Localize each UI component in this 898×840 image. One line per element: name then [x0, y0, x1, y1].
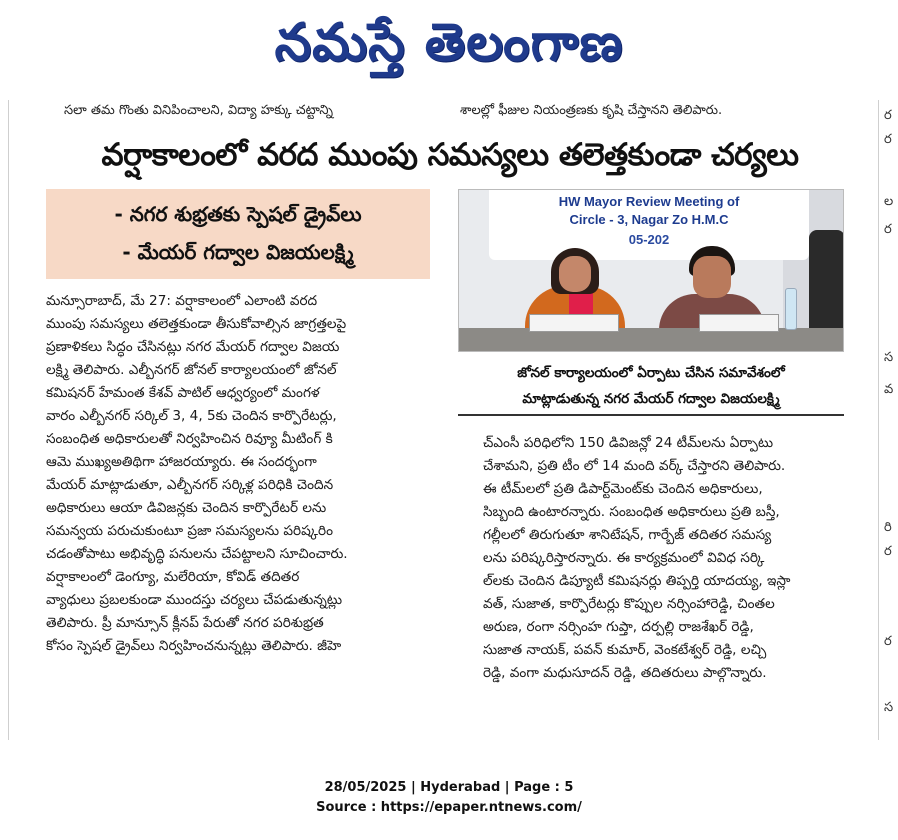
body-line: మేయర్ మాట్లాడుతూ, ఎల్బీనగర్ సర్కిళ్ల పరిధికి చెందిన: [46, 477, 334, 493]
footer-date-line: 28/05/2025 | Hyderabad | Page : 5: [324, 780, 574, 795]
previous-article-left-line: సలా తమ గొంతు వినిపించాలని, విద్యా హక్కు చట్టాన్ని: [64, 103, 333, 118]
subhead-line: - నగర శుభ్రతకు స్పెషల్ డ్రైవ్‌లు: [114, 202, 362, 226]
article-column-right: [483, 432, 867, 732]
body-line: లక్ష్మి తెలిపారు. ఎల్బీనగర్ జోనల్ కార్యాలయంలో జోనల్: [46, 362, 337, 378]
body-line: చడంతోపాటు అభివృద్ధి పనులను చేపట్టాలని సూచించారు.: [46, 546, 348, 562]
nameplate: [699, 314, 779, 332]
nameplate: [529, 314, 619, 332]
body-line: సమన్వయ పరుచుకుంటూ ప్రజా సమస్యలను పరిష్కరిం: [46, 523, 333, 539]
subhead-box: [46, 189, 430, 279]
banner-text: HW Mayor Review Meeting of: [558, 194, 740, 209]
mayor-face: [559, 256, 591, 292]
meeting-photo: [458, 189, 844, 352]
body-line: ల్‌లకు చెందిన డిప్యూటీ కమిషనర్లు తిప్పర్తి యాదయ్య, ఇస్లా: [483, 573, 791, 589]
body-line: వ్యాధులు ప్రబలకుండా ముందస్తు చర్యలు చేపడుతున్నట్లు: [46, 592, 343, 608]
body-line: సంబంధిత అధికారులతో నిర్వహించిన రివ్యూ మీటింగ్ కి: [46, 431, 333, 447]
body-line: వత్, సుజాత, కార్పొరేటర్లు కొప్పుల నర్సింహారెడ్డి, చింతల: [483, 596, 775, 612]
caption-line: మాట్లాడుతున్న నగర మేయర్ గద్వాల విజయలక్ష్మి: [522, 391, 780, 407]
meeting-table: [459, 328, 844, 352]
article-headline: వర్షాకాలంలో వరద ముంపు సమస్యలు తలెత్తకుండా చర్యలు: [101, 137, 799, 173]
banner-text: 05-202: [628, 232, 670, 247]
article-column-left: [46, 290, 438, 720]
water-bottle: [785, 288, 797, 330]
fragment: రి: [884, 520, 892, 535]
body-line: సిబ్బంది ఉంటారన్నారు. సంబంధిత అధికారులు ప్రతి బస్తీ,: [483, 504, 780, 520]
body-line: చేశామని, ప్రతి టీం లో 14 మంది వర్క్ చేస్తారని తెలిపారు.: [483, 458, 786, 474]
body-line: ఆమె ముఖ్యఅతిథిగా హాజరయ్యారు. ఈ సందర్భంగా: [46, 454, 317, 470]
body-line: అరుణ, రంగా నర్సింహ గుప్తా, దర్పల్లి రాజశేఖర్ రెడ్డి,: [483, 619, 754, 635]
body-line: రెడ్డి, వంగా మధుసూదన్ రెడ్డి, తదితరులు పాల్గొన్నారు.: [483, 665, 767, 681]
photo-caption: [458, 360, 844, 416]
body-line: చ్ఎంసీ పరిధిలోని 150 డివిజన్లో 24 టీమ్‌లను ఏర్పాటు: [483, 435, 774, 451]
previous-article-right-line: శాలల్లో ఫీజుల నియంత్రణకు కృషి చేస్తానని తెలిపారు.: [460, 103, 723, 118]
body-line: వారం ఎల్బీనగర్ సర్కిల్ 3, 4, 5కు చెందిన కార్పొరేటర్లు,: [46, 408, 337, 424]
fragment: ర: [884, 132, 892, 147]
body-line: తెలిపారు. ప్రీ మాన్సూన్ క్లీనప్ పేరుతో నగర పరిశుభ్రత: [46, 615, 324, 631]
column-rule-right: [878, 100, 879, 740]
body-line: ఈ టీమ్‌లలో ప్రతి డిపార్ట్‌మెంట్‌కు చెందిన అధికారులు,: [483, 481, 763, 497]
fragment: ర: [884, 544, 892, 559]
newspaper-logo: నమస్తే తెలంగాణ: [274, 13, 624, 73]
official-face: [693, 256, 731, 298]
body-line: ప్రణాళికలు సిద్ధం చేసినట్లు నగర మేయర్ గద్వాల విజయ: [46, 339, 340, 355]
body-line: మన్సూరాబాద్, మే 27: వర్షాకాలంలో ఎలాంటి వరద: [46, 293, 318, 309]
chair: [809, 230, 844, 340]
fragment: ర: [884, 634, 892, 649]
fragment: ర: [884, 222, 892, 237]
fragment: ర: [884, 108, 892, 123]
photo-banner: [489, 190, 809, 260]
body-line: అధికారులు ఆయా డివిజన్లకు చెందిన కార్పొరేటర్ లను: [46, 500, 327, 516]
fragment: వ: [884, 382, 894, 397]
body-line: సుజాత నాయక్, పవన్ కుమార్, వెంకటేశ్వర్ రెడ్డి, లచ్చి: [483, 642, 767, 658]
body-line: వర్షాకాలంలో డెంగ్యూ, మలేరియా, కోవిడ్ తదితర: [46, 569, 300, 585]
adjacent-column-fragments: [880, 100, 898, 720]
fragment: స: [884, 350, 894, 365]
body-line: లను పరిష్కరిస్తారన్నారు. ఈ కార్యక్రమంలో వివిధ సర్కి: [483, 550, 765, 566]
column-rule-left: [8, 100, 9, 740]
fragment: స: [884, 700, 894, 715]
banner-text: Circle - 3, Nagar Zo H.M.C: [569, 212, 729, 227]
body-line: కమిషనర్ హేమంత కేశవ్ పాటిల్ ఆధ్వర్యంలో మంగళ: [46, 385, 320, 401]
page-footer: [0, 778, 898, 818]
subhead-line: - మేయర్ గద్వాల విజయలక్ష్మి: [122, 240, 354, 264]
body-line: ముంపు సమస్యలు తలెత్తకుండా తీసుకోవాల్సిన జాగ్రత్తలపై: [46, 316, 347, 332]
body-line: కోసం స్పెషల్ డ్రైవ్‌లు నిర్వహించనున్నట్లు తెలిపారు. జీహె: [46, 638, 342, 654]
footer-source-line: Source : https://epaper.ntnews.com/: [316, 800, 582, 815]
masthead: [0, 0, 898, 98]
fragment: ల: [884, 194, 894, 209]
body-line: గల్లీలలో తిరుగుతూ శానిటేషన్, గార్బేజ్ తదితర సమస్య: [483, 527, 772, 543]
caption-line: జోనల్ కార్యాలయంలో ఏర్పాటు చేసిన సమావేశంలో: [517, 365, 785, 381]
